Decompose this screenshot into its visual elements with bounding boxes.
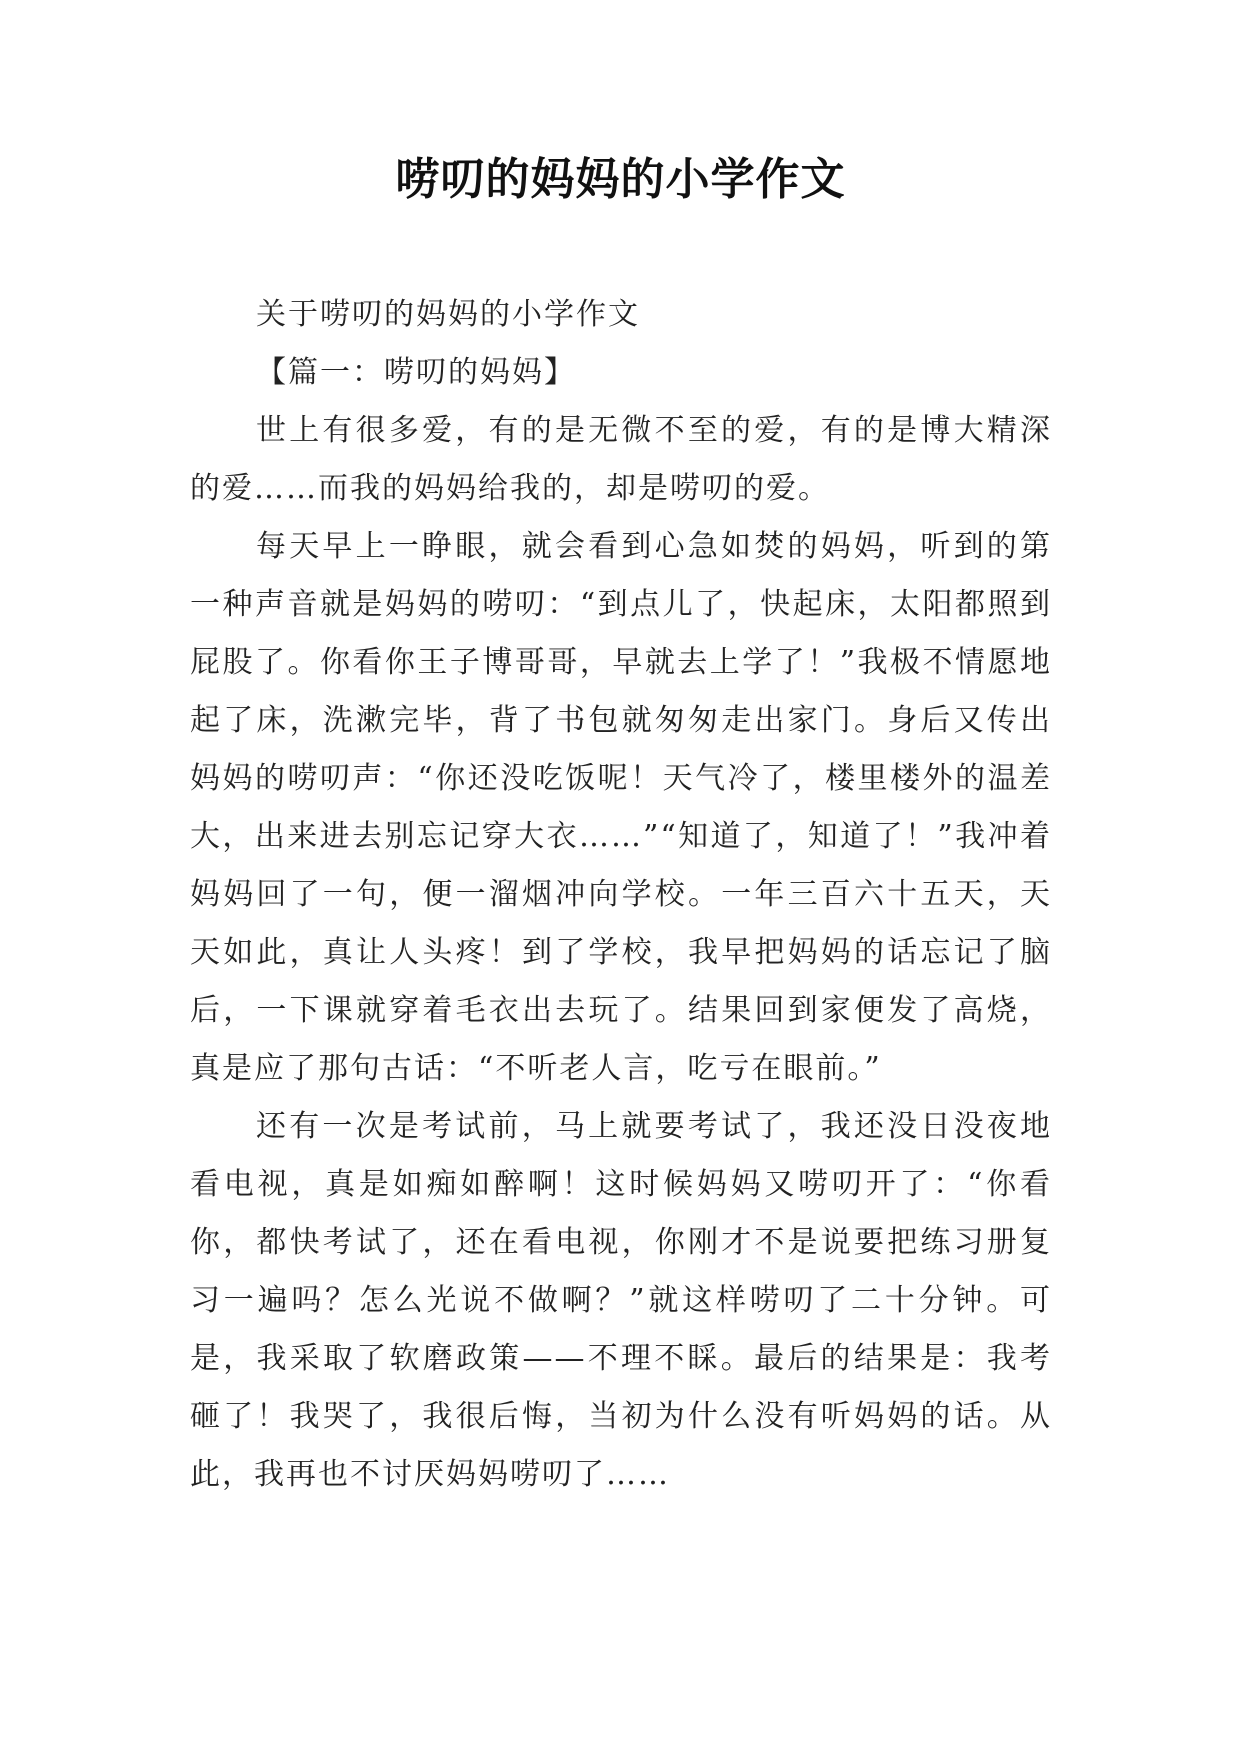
document-title: 唠叨的妈妈的小学作文 [395,154,846,205]
paragraph-subtitle: 关于唠叨的妈妈的小学作文 [256,297,640,332]
paragraph-section-heading: 【篇一：唠叨的妈妈】 [256,355,576,390]
paragraph-morning: 每天早上一睁眼，就会看到心急如焚的妈妈，听到的第一种声音就是妈妈的唠叨：“到点儿了，快起床，太阳都照到屁股了。你看你王子博哥哥，早就去上学了！”我极不情愿地起了床，洗漱完毕，背了书包就匆匆走出家门。身后又传出妈妈的唠叨声：“你还没吃饭呢！天气冷了，楼里楼外的温差大，出来进去别忘记穿大衣……”“知道了，知道了！”我冲着妈妈回了一句，便一溜烟冲向学校。一年三百六十五天，天天如此，真让人头疼！到了学校，我早把妈妈的话忘记了脑后，一下课就穿着毛衣出去玩了。结果回到家便发了高烧，真是应了那句古话：“不听老人言，吃亏在眼前。” [190,529,1052,1086]
document-body [190,286,1052,1504]
paragraph-intro: 世上有很多爱，有的是无微不至的爱，有的是博大精深的爱……而我的妈妈给我的，却是唠叨的爱。 [190,413,1052,506]
paragraph-exam: 还有一次是考试前，马上就要考试了，我还没日没夜地看电视，真是如痴如醉啊！这时候妈妈又唠叨开了：“你看你，都快考试了，还在看电视，你刚才不是说要把练习册复习一遍吗？怎么光说不做啊？”就这样唠叨了二十分钟。可是，我采取了软磨政策——不理不睬。最后的结果是：我考砸了！我哭了，我很后悔，当初为什么没有听妈妈的话。从此，我再也不讨厌妈妈唠叨了…… [190,1109,1052,1492]
